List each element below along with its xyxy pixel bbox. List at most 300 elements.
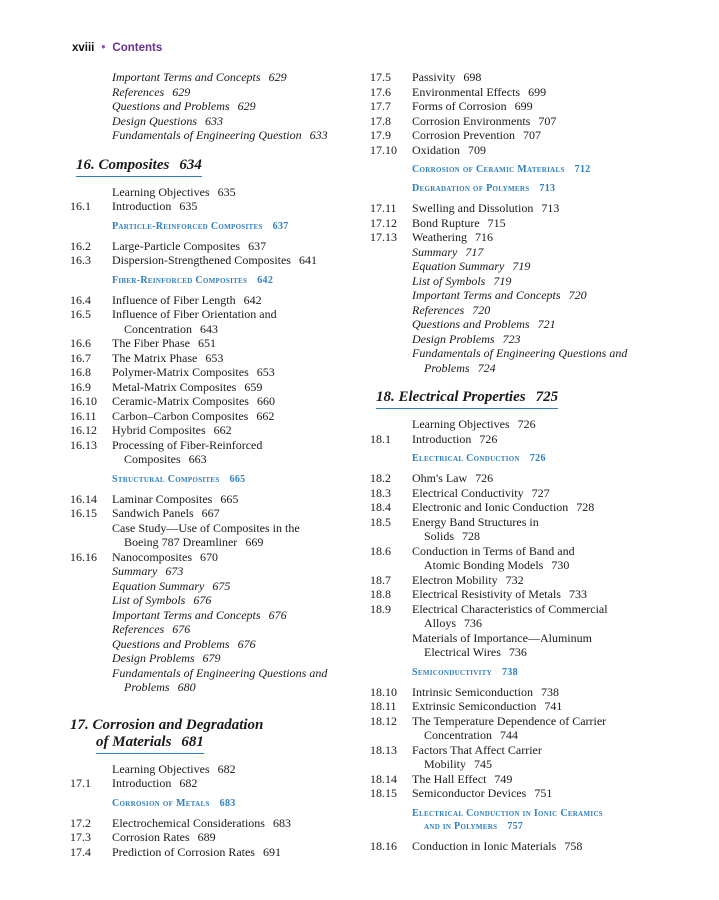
toc-entry[interactable] <box>370 274 670 289</box>
entry-title: Important Terms and Concepts <box>112 70 261 84</box>
entry-title: Influence of Fiber Length <box>112 292 236 307</box>
page-ref: 723 <box>502 331 521 346</box>
page-ref: 716 <box>475 230 494 244</box>
section-heading-text <box>112 220 289 233</box>
entry-text <box>412 114 670 129</box>
section-heading[interactable] <box>370 163 670 176</box>
entry-text <box>112 830 360 845</box>
toc-entry[interactable] <box>70 492 360 507</box>
toc-entry[interactable] <box>370 772 670 787</box>
running-head <box>72 42 162 54</box>
entry-title: Fundamentals of Engineering Questions and <box>412 346 628 360</box>
page-ref: 728 <box>462 529 481 543</box>
entry-title: List of Symbols <box>412 273 486 288</box>
entry-title-continued <box>412 616 670 631</box>
toc-entry[interactable] <box>370 114 670 129</box>
page-ref: 738 <box>501 666 518 678</box>
entry-title: Large-Particle Composites <box>112 238 241 253</box>
toc-entry[interactable] <box>370 587 670 602</box>
entry-title: Processing of Fiber-Reinforced <box>112 437 263 452</box>
entry-text <box>112 521 360 550</box>
chapter-underline <box>376 389 558 409</box>
entry-title: Electron Mobility <box>412 572 498 587</box>
page-ref: 676 <box>172 622 191 636</box>
toc-entry[interactable] <box>370 685 670 700</box>
toc-entry[interactable] <box>70 307 360 336</box>
toc-entry[interactable] <box>370 128 670 143</box>
entry-title: Questions and Problems <box>112 636 230 651</box>
entry-text <box>412 245 670 260</box>
chapter-title: of Materials <box>96 733 172 750</box>
toc-entry[interactable] <box>370 486 670 501</box>
entry-title: The Fiber Phase <box>112 336 190 350</box>
entry-title: Questions and Problems <box>112 99 230 113</box>
page-ref: 665 <box>220 491 239 506</box>
section-heading[interactable] <box>370 182 670 195</box>
entry-text <box>412 544 670 573</box>
entry-title: Ceramic-Matrix Composites <box>112 394 249 408</box>
toc-entry[interactable] <box>370 70 670 85</box>
toc-entry[interactable] <box>70 423 360 438</box>
entry-text <box>412 432 670 447</box>
entry-title: References <box>112 622 165 636</box>
entry-text <box>112 845 360 860</box>
entry-title: Nanocomposites <box>112 549 192 564</box>
entry-title: Energy Band Structures in <box>412 514 539 529</box>
entry-title: Important Terms and Concepts <box>112 607 261 622</box>
toc-entry[interactable] <box>70 816 360 831</box>
toc-entry[interactable] <box>370 432 670 447</box>
section-heading-text <box>412 182 555 195</box>
entry-title: Design Problems <box>412 331 495 346</box>
toc-entry[interactable] <box>70 293 360 308</box>
section-heading-text <box>412 452 546 465</box>
section-number: 17.8 <box>370 113 391 128</box>
toc-entry[interactable] <box>370 245 670 260</box>
section-number: 17.13 <box>370 230 397 244</box>
page-ref: 635 <box>217 184 236 199</box>
entry-title: Learning Objectives <box>112 184 210 199</box>
toc-entry[interactable] <box>70 128 360 143</box>
page-ref: 663 <box>188 452 207 466</box>
toc-entry[interactable] <box>70 637 360 652</box>
entry-text <box>112 128 360 143</box>
toc-entry[interactable] <box>70 380 360 395</box>
toc-entry[interactable] <box>70 830 360 845</box>
section-number: 17.11 <box>370 201 397 215</box>
toc-entry[interactable] <box>370 500 670 515</box>
entry-text <box>112 394 360 409</box>
entry-title: The Hall Effect <box>412 771 487 786</box>
page-ref: 670 <box>200 549 218 564</box>
page-ref: 745 <box>474 757 493 771</box>
entry-text <box>112 666 360 695</box>
entry-text <box>112 380 360 395</box>
entry-title: Equation Summary <box>412 259 505 273</box>
toc-entry[interactable] <box>370 143 670 158</box>
toc-entry[interactable] <box>70 845 360 860</box>
toc-entry[interactable] <box>370 631 670 660</box>
entry-text <box>412 685 670 700</box>
toc-entry[interactable] <box>370 544 670 573</box>
entry-title: Passivity <box>412 70 456 84</box>
toc-entry[interactable] <box>70 336 360 351</box>
entry-title-continued <box>412 361 670 376</box>
section-heading-text <box>112 473 245 486</box>
toc-entry[interactable] <box>370 259 670 274</box>
toc-entry[interactable] <box>70 622 360 637</box>
section-heading[interactable] <box>370 452 670 465</box>
page-ref: 724 <box>477 360 496 375</box>
toc-entry[interactable] <box>370 216 670 231</box>
entry-title: Semiconductor Devices <box>412 786 527 800</box>
toc-entry[interactable] <box>70 394 360 409</box>
section-heading-text <box>412 666 518 679</box>
toc-entry[interactable] <box>370 573 670 588</box>
page-ref: 676 <box>193 593 212 607</box>
page-ref: 732 <box>505 572 524 587</box>
entry-title-continued <box>412 728 670 743</box>
page-ref: 691 <box>262 844 281 859</box>
section-number: 16.4 <box>70 292 91 307</box>
entry-title-cont: Problems <box>124 680 170 694</box>
entry-title-cont: Mobility <box>424 757 467 771</box>
section-heading[interactable] <box>370 807 670 833</box>
entry-title: Prediction of Corrosion Rates <box>112 844 255 859</box>
toc-entry[interactable] <box>70 365 360 380</box>
entry-title: Factors That Affect Carrier <box>412 742 542 757</box>
section-heading[interactable] <box>70 220 360 233</box>
entry-title: Electronic and Ionic Conduction <box>412 500 569 514</box>
toc-entry[interactable] <box>70 666 360 695</box>
toc-entry[interactable] <box>70 351 360 366</box>
section-number: 18.16 <box>370 838 397 853</box>
toc-entry[interactable] <box>70 85 360 100</box>
page-ref: 751 <box>534 786 553 800</box>
toc-entry[interactable] <box>70 199 360 214</box>
page-ref: 673 <box>165 564 184 578</box>
page-ref: 651 <box>197 336 216 350</box>
page-ref: 665 <box>229 473 246 485</box>
page-ref: 653 <box>256 365 275 379</box>
section-number: 16.1 <box>70 199 91 213</box>
page-ref: 689 <box>197 830 216 844</box>
section-number: 18.11 <box>370 699 397 713</box>
section-number: 16.15 <box>70 506 97 520</box>
toc-right-column <box>370 70 670 853</box>
entry-text <box>112 550 360 565</box>
chapter-underline <box>76 157 202 177</box>
toc-entry[interactable] <box>70 438 360 467</box>
page-ref: 643 <box>199 321 218 336</box>
entry-title: Corrosion Rates <box>112 830 190 844</box>
entry-title: Learning Objectives <box>112 761 210 776</box>
toc-entry[interactable] <box>70 70 360 85</box>
entry-title-cont: Concentration <box>124 321 192 336</box>
entry-title: Design Problems <box>112 651 195 665</box>
page-ref: 641 <box>298 253 317 267</box>
entry-text <box>412 587 670 602</box>
entry-title-continued <box>112 535 360 550</box>
page-ref: 633 <box>309 128 328 142</box>
entry-title: Questions and Problems <box>412 317 530 331</box>
page-ref: 721 <box>537 317 556 331</box>
toc-left-column <box>70 70 360 859</box>
toc-entry[interactable] <box>370 346 670 375</box>
toc-entry[interactable] <box>70 564 360 579</box>
toc-entry[interactable] <box>370 201 670 216</box>
page-ref: 662 <box>256 408 275 423</box>
entry-text <box>112 70 360 85</box>
toc-entry[interactable] <box>370 786 670 801</box>
toc-entry[interactable] <box>70 762 360 777</box>
section-number: 18.13 <box>370 742 397 757</box>
page-ref: 726 <box>517 417 536 431</box>
section-number: 18.8 <box>370 587 391 601</box>
chapter-heading[interactable] <box>376 389 670 409</box>
entry-title: Learning Objectives <box>412 417 510 431</box>
page-ref: 633 <box>205 113 223 128</box>
toc-entry[interactable] <box>70 550 360 565</box>
entry-text <box>112 579 360 594</box>
entry-title-continued <box>112 322 360 337</box>
page-ref: 637 <box>248 238 267 253</box>
toc-entry[interactable] <box>70 593 360 608</box>
toc-entry[interactable] <box>370 743 670 772</box>
page-ref: 675 <box>212 578 231 593</box>
entry-text <box>112 293 360 308</box>
entry-text <box>412 332 670 347</box>
toc-entry[interactable] <box>370 99 670 114</box>
page-ref: 629 <box>268 70 287 84</box>
entry-text <box>112 651 360 666</box>
toc-entry[interactable] <box>370 417 670 432</box>
entry-title: Metal-Matrix Composites <box>112 379 237 394</box>
entry-title-continued <box>112 680 360 695</box>
page-ref: 712 <box>574 164 591 175</box>
entry-text <box>412 714 670 743</box>
entry-title: Case Study—Use of Composites in the <box>112 520 300 535</box>
toc-entry[interactable] <box>70 521 360 550</box>
entry-text <box>412 143 670 158</box>
entry-title: List of Symbols <box>112 593 186 607</box>
entry-title-continued <box>412 645 670 660</box>
entry-text <box>112 593 360 608</box>
entry-title-cont: Solids <box>424 529 455 543</box>
section-heading[interactable] <box>370 666 670 679</box>
chapter-underline <box>96 734 204 754</box>
page-ref: 683 <box>219 797 236 809</box>
toc-entry[interactable] <box>370 714 670 743</box>
entry-text <box>112 423 360 438</box>
entry-title: Dispersion-Strengthened Composites <box>112 253 291 267</box>
page-ref: 682 <box>217 761 236 776</box>
section-number: 16.2 <box>70 238 91 253</box>
toc-entry[interactable] <box>70 239 360 254</box>
entry-text <box>112 438 360 467</box>
toc-entry[interactable] <box>370 317 670 332</box>
section-number: 18.4 <box>370 500 391 514</box>
entry-title: Hybrid Composites <box>112 423 206 437</box>
toc-entry[interactable] <box>70 99 360 114</box>
page-ref: 681 <box>181 733 204 750</box>
section-number: 18.14 <box>370 771 397 786</box>
section-number: 17.2 <box>70 815 91 830</box>
section-number: 18.2 <box>370 471 391 485</box>
toc-entry[interactable] <box>370 303 670 318</box>
toc-entry[interactable] <box>70 185 360 200</box>
entry-text <box>112 365 360 380</box>
entry-text <box>412 602 670 631</box>
toc-entry[interactable] <box>70 608 360 623</box>
section-heading[interactable] <box>70 473 360 486</box>
entry-text <box>112 307 360 336</box>
toc-entry[interactable] <box>370 332 670 347</box>
page-ref: 676 <box>268 607 287 622</box>
section-number: 18.5 <box>370 514 391 529</box>
chapter-title: 17. Corrosion and Degradation <box>70 716 264 733</box>
entry-title: References <box>412 302 465 317</box>
chapter-heading-line <box>76 157 360 177</box>
section-heading-line: Fiber-Reinforced Composites 642 <box>112 274 274 286</box>
toc-entry[interactable] <box>70 579 360 594</box>
toc-entry[interactable] <box>370 288 670 303</box>
section-number: 17.10 <box>370 142 397 157</box>
section-number: 18.12 <box>370 713 397 728</box>
toc-entry[interactable] <box>370 230 670 245</box>
toc-entry[interactable] <box>370 699 670 714</box>
entry-title: Important Terms and Concepts <box>412 288 561 302</box>
toc-entry[interactable] <box>70 409 360 424</box>
page-ref: 660 <box>256 394 275 408</box>
entry-text <box>412 471 670 486</box>
chapter-heading-line <box>70 734 360 754</box>
page-ref: 719 <box>512 259 531 273</box>
entry-text <box>412 85 670 100</box>
page-ref: 635 <box>179 199 198 213</box>
entry-title: Introduction <box>412 431 472 446</box>
page-ref: 707 <box>538 113 557 128</box>
entry-title-cont: Composites <box>124 452 181 466</box>
section-number: 16.6 <box>70 336 91 350</box>
section-heading-line: Structural Composites 665 <box>112 473 246 485</box>
entry-title: Corrosion Prevention <box>412 128 515 142</box>
entry-text <box>412 303 670 318</box>
section-heading[interactable] <box>70 274 360 287</box>
entry-title: Weathering <box>412 230 468 244</box>
toc-entry[interactable] <box>370 471 670 486</box>
entry-title-continued <box>112 452 360 467</box>
section-number: 17.1 <box>70 776 91 790</box>
entry-text <box>412 346 670 375</box>
section-number: 17.3 <box>70 830 91 844</box>
entry-text <box>112 85 360 100</box>
entry-title-cont: Electrical Wires <box>424 645 501 659</box>
toc-entry[interactable] <box>370 839 670 854</box>
toc-entry[interactable] <box>70 776 360 791</box>
entry-text <box>112 114 360 129</box>
page-ref: 719 <box>493 273 512 288</box>
section-heading-line: Corrosion of Ceramic Materials 712 <box>412 164 591 175</box>
entry-text <box>112 239 360 254</box>
page-ref: 667 <box>201 506 220 520</box>
chapter-heading[interactable] <box>76 157 360 177</box>
toc-entry[interactable] <box>370 602 670 631</box>
entry-text <box>112 637 360 652</box>
page-ref: 634 <box>179 156 202 173</box>
page-ref: 699 <box>528 84 547 99</box>
section-number: 16.7 <box>70 350 91 365</box>
entry-title-continued <box>412 558 670 573</box>
entry-title: Forms of Corrosion <box>412 99 507 113</box>
entry-text <box>412 631 670 660</box>
page-ref: 757 <box>507 820 524 832</box>
toc-entry[interactable] <box>70 253 360 268</box>
page-ref: 720 <box>472 302 491 317</box>
page-ref: 744 <box>499 728 518 742</box>
page-ref: 680 <box>177 680 196 694</box>
entry-title-cont: Atomic Bonding Models <box>424 558 544 572</box>
page-ref: 669 <box>245 535 264 549</box>
entry-title: Fundamentals of Engineering Question <box>112 128 302 142</box>
page-ref: 682 <box>179 776 198 790</box>
page-number: xviii <box>72 42 95 54</box>
section-heading-line: Corrosion of Metals 683 <box>112 797 236 809</box>
entry-title: Electrical Characteristics of Commercial <box>412 601 608 616</box>
section-heading-text <box>412 163 591 176</box>
section-number: 16.14 <box>70 491 97 506</box>
entry-text <box>412 128 670 143</box>
toc-entry[interactable] <box>70 506 360 521</box>
chapter-title: 18. Electrical Properties <box>376 389 526 405</box>
entry-title: Electrochemical Considerations <box>112 815 265 830</box>
entry-title: Conduction in Ionic Materials <box>412 838 557 853</box>
chapter-heading[interactable] <box>70 717 360 754</box>
toc-entry[interactable] <box>370 85 670 100</box>
toc-entry[interactable] <box>70 114 360 129</box>
section-number: 16.9 <box>70 379 91 394</box>
section-number: 16.12 <box>70 423 97 437</box>
entry-title: Design Questions <box>112 113 197 128</box>
entry-title: Electrical Resistivity of Metals <box>412 587 561 601</box>
section-heading[interactable] <box>70 797 360 810</box>
entry-title: Summary <box>412 244 458 259</box>
page-ref: 676 <box>237 636 256 651</box>
entry-title: Introduction <box>112 776 172 790</box>
page-ref: 679 <box>202 651 221 665</box>
toc-entry[interactable] <box>370 515 670 544</box>
chapter-title: 16. Composites <box>76 156 170 173</box>
toc-entry[interactable] <box>70 651 360 666</box>
page-ref: 659 <box>244 379 263 394</box>
entry-title: Extrinsic Semiconduction <box>412 699 537 713</box>
page-ref: 725 <box>535 389 559 405</box>
entry-text <box>412 699 670 714</box>
page-ref: 713 <box>541 201 560 215</box>
entry-text <box>112 351 360 366</box>
entry-title: Equation Summary <box>112 578 205 593</box>
entry-text <box>112 99 360 114</box>
entry-text <box>412 500 670 515</box>
section-number: 17.6 <box>370 84 391 99</box>
entry-text <box>412 772 670 787</box>
section-number: 17.12 <box>370 215 397 230</box>
entry-title-continued <box>412 757 670 772</box>
page-ref: 728 <box>576 500 595 514</box>
page-ref: 720 <box>568 288 587 302</box>
entry-text <box>412 317 670 332</box>
section-number: 18.15 <box>370 786 397 800</box>
